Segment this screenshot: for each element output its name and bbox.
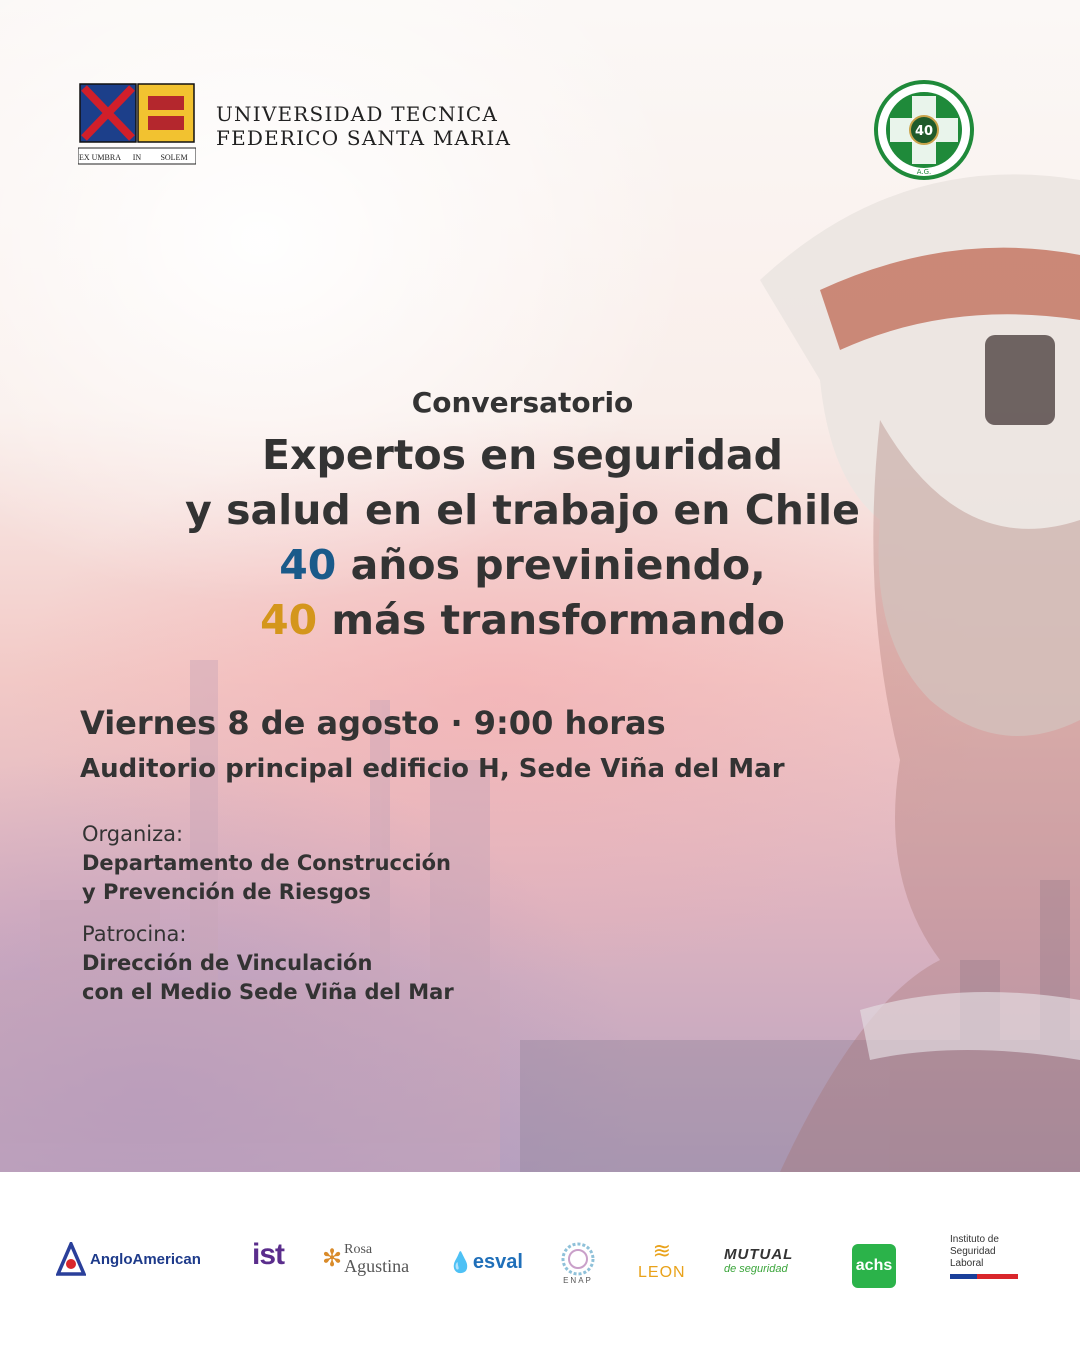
sponsor-enap	[560, 1242, 596, 1285]
patrocina-line1: Dirección de Vinculación	[82, 951, 373, 975]
event-title-line3	[0, 538, 1045, 593]
esval-drop-icon: 💧	[448, 1250, 473, 1274]
event-date-time: Viernes 8 de agosto · 9:00 horas	[80, 704, 666, 742]
sponsor-leon	[638, 1240, 686, 1282]
sponsor-anglo-american	[56, 1242, 201, 1276]
organiza-block	[82, 820, 451, 907]
isl-line1: Instituto de	[950, 1234, 999, 1245]
sponsor-esval	[448, 1250, 523, 1274]
sponsor-footer	[0, 1172, 1080, 1350]
event-title-line1: Expertos en seguridad	[262, 431, 783, 479]
event-venue: Auditorio principal edificio H, Sede Viña del Mar	[80, 754, 785, 784]
colegio-expertos-badge-logo	[874, 80, 974, 180]
organiza-line2: y Prevención de Riesgos	[82, 880, 371, 904]
organiza-label: Organiza:	[82, 822, 184, 846]
enap-wordmark: ENAP	[563, 1276, 593, 1285]
mutual-wordmark: MUTUAL	[724, 1246, 794, 1263]
leon-flame-icon: ≋	[652, 1239, 671, 1264]
event-title	[0, 428, 1045, 648]
usm-crest-logo	[78, 82, 196, 168]
patrocina-block	[82, 920, 454, 1007]
mutual-subtitle: de seguridad	[724, 1263, 788, 1275]
isl-line2: Seguridad	[950, 1246, 996, 1257]
leon-wordmark: LEON	[638, 1264, 686, 1281]
usm-motto-left: EX UMBRA	[78, 153, 122, 162]
esval-wordmark: esval	[472, 1250, 523, 1273]
isl-flag-bar	[950, 1274, 1018, 1279]
university-name-line2: FEDERICO SANTA MARIA	[216, 126, 512, 150]
rosa-agustina-line2: Agustina	[344, 1256, 410, 1276]
achs-wordmark: achs	[855, 1257, 893, 1274]
university-name-line1: UNIVERSIDAD TECNICA	[216, 102, 499, 126]
enap-circle-icon	[560, 1242, 596, 1276]
event-title-line4	[0, 593, 1045, 648]
title-line4-text: más transformando	[317, 596, 785, 644]
title-number-40-gold: 40	[260, 596, 318, 644]
sponsor-isl	[950, 1234, 1018, 1279]
organiza-line1: Departamento de Construcción	[82, 851, 451, 875]
rosa-agustina-wordmark	[344, 1242, 409, 1274]
anglo-american-icon	[56, 1242, 86, 1276]
ist-wordmark: ist	[252, 1238, 285, 1271]
rosa-agustina-flower-icon: ✻	[322, 1244, 343, 1272]
usm-motto-right: SOLEM	[160, 153, 188, 162]
colegio-badge-ag: A.G.	[916, 168, 932, 176]
usm-motto-mid: IN	[132, 153, 142, 162]
university-name	[216, 102, 511, 150]
rosa-agustina-line1: Rosa	[344, 1242, 373, 1257]
sponsor-rosa-agustina	[322, 1242, 409, 1274]
patrocina-label: Patrocina:	[82, 922, 187, 946]
sponsor-achs	[852, 1244, 896, 1288]
title-line3-text: años previniendo,	[336, 541, 766, 589]
event-kicker: Conversatorio	[411, 386, 634, 419]
sponsor-mutual	[724, 1246, 793, 1275]
sponsor-ist	[252, 1238, 284, 1272]
colegio-badge-number: 40	[914, 124, 934, 139]
isl-line3: Laboral	[950, 1258, 984, 1269]
title-number-40-blue: 40	[279, 541, 337, 589]
patrocina-line2: con el Medio Sede Viña del Mar	[82, 980, 454, 1004]
event-title-line2: y salud en el trabajo en Chile	[185, 486, 860, 534]
anglo-american-wordmark: AngloAmerican	[90, 1250, 201, 1268]
